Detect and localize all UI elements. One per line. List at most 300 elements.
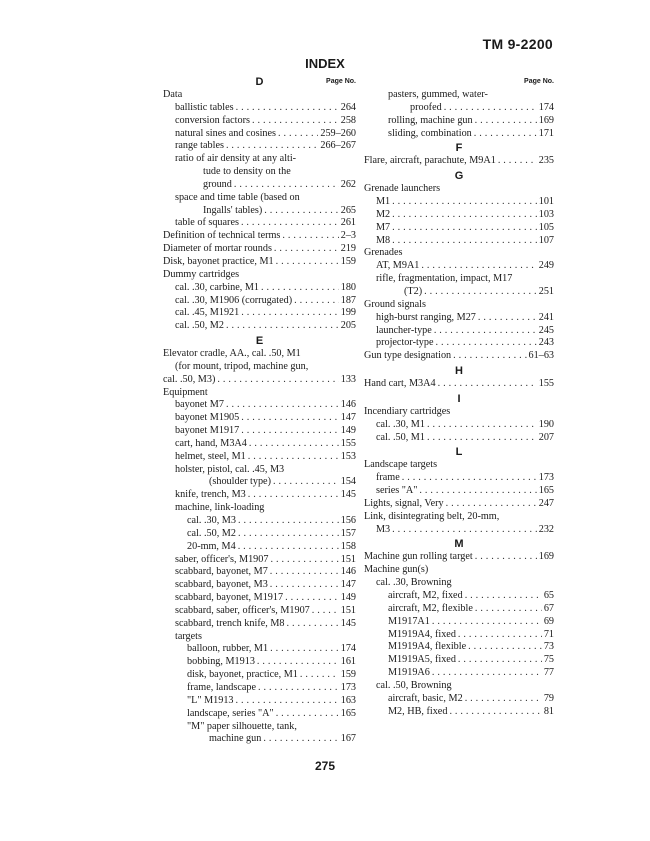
dot-leader [300,669,339,682]
entry-text: frame [376,472,400,484]
entry-text: Link, disintegrating belt, 20-mm, [364,510,500,522]
entry-text: (shoulder type) [209,476,271,488]
index-entry [364,564,554,577]
entry-text: rifle, fragmentation, impact, M17 [376,273,513,285]
dot-leader [258,682,339,695]
entry-text: "M" paper silhouette, tank, [187,720,297,732]
index-entry [364,260,554,273]
entry-page: 71 [543,628,554,640]
dot-leader [238,528,339,541]
entry-page: 65 [543,590,554,601]
dot-leader [475,551,537,564]
entry-text: scabbard, bayonet, M3 [175,579,268,591]
index-entry [364,128,554,141]
index-entry [163,579,356,592]
entry-page: 219 [340,243,356,255]
entry-page: 75 [543,654,554,666]
index-entry [364,286,554,299]
entry-text: Flare, aircraft, parachute, M9A1 [364,155,496,167]
entry-text: M2, HB, fixed [388,705,448,717]
index-entry [163,554,356,567]
entry-text: M1919A6 [388,667,430,679]
entry-page: 265 [340,204,356,216]
index-entry [364,432,554,445]
index-entry [163,115,356,128]
entry-text: M8 [376,234,391,246]
index-entry [163,682,356,695]
entry-page: 69 [543,615,554,627]
index-entry [163,102,356,115]
dot-leader [468,641,542,654]
entry-page: 107 [538,234,554,246]
entry-text: M1917A1 [388,615,430,627]
entry-page: 163 [340,694,356,706]
entry-page: 190 [538,418,554,430]
entry-text: targets [175,630,202,642]
dot-leader [449,706,541,719]
dot-leader [238,515,339,528]
dot-leader [475,603,542,616]
entry-page: 232 [538,523,554,535]
index-entry [163,476,356,489]
section-letter: H [455,365,463,378]
index-entry [163,295,356,308]
dot-leader [427,432,537,445]
dot-leader [453,350,526,363]
entry-text: tude to density on the [203,166,291,178]
index-entry [163,140,356,153]
entry-text: projector-type [376,337,434,349]
entry-text: aircraft, M2, flexible [388,602,473,614]
dot-leader [444,102,537,115]
index-entry [163,387,356,400]
entry-text: Lights, signal, Very [364,497,444,509]
entry-text: cal. .50, M2 [175,320,224,332]
entry-text: M1 [376,196,391,208]
entry-text: scabbard, trench knife, M8 [175,617,285,629]
entry-text: Definition of technical terms [163,230,281,242]
index-entry [163,412,356,425]
index-entry [364,641,554,654]
index-entry [163,230,356,243]
entry-page: 147 [340,412,356,424]
dot-leader [249,438,339,451]
page-number: 275 [314,759,336,773]
entry-page: 264 [340,101,356,113]
dot-leader [226,140,318,153]
dot-leader [432,667,542,680]
entry-text: saber, officer's, M1907 [175,553,269,565]
dot-leader [278,128,318,141]
index-entry [163,374,356,387]
entry-text: (for mount, tripod, machine gun, [175,360,309,372]
entry-page: 105 [538,221,554,233]
dot-leader [282,230,338,243]
dot-leader [427,419,537,432]
index-entry [163,515,356,528]
index-entry [364,524,554,537]
index-entry [364,247,554,260]
entry-text: Equipment [163,386,208,398]
entry-text: series "A" [376,485,418,497]
index-entry [163,256,356,269]
dot-leader [424,286,537,299]
index-entry [163,669,356,682]
index-entry [364,603,554,616]
entry-text: ratio of air density at any alti- [175,153,297,165]
entry-page: 159 [340,669,356,681]
dot-leader [241,412,338,425]
dot-leader [392,196,537,209]
entry-page: 156 [340,515,356,526]
index-entry [163,128,356,141]
dot-leader [273,476,339,489]
index-entry [163,618,356,631]
index-entry [364,472,554,485]
entry-text: Machine gun(s) [364,564,429,576]
entry-page: 154 [340,476,356,488]
index-entry [364,350,554,363]
entry-text: M7 [376,221,391,233]
entry-page: 241 [538,311,554,323]
section-letter: I [457,392,461,405]
entry-text: scabbard, bayonet, M1917 [175,592,284,604]
dot-leader [261,282,339,295]
entry-page: 173 [538,472,554,484]
dot-leader [248,489,339,502]
index-entry [163,489,356,502]
entry-page: 245 [538,324,554,336]
entry-page: 165 [538,485,554,497]
entry-page: 180 [340,281,356,293]
index-entry [163,89,356,102]
dot-leader [392,209,537,222]
dot-leader [474,128,537,141]
entry-text: Dummy cartridges [163,268,240,280]
index-entry [163,708,356,721]
entry-text: Machine gun rolling target [364,551,473,563]
dot-leader [217,374,338,387]
dot-leader [241,217,339,230]
entry-text: machine gun [209,733,262,745]
index-entry [364,235,554,248]
entry-page: 165 [340,707,356,719]
index-entry [364,693,554,706]
entry-text: helmet, steel, M1 [175,450,246,462]
dot-leader [241,307,338,320]
entry-page: 199 [340,307,356,319]
entry-text: "L" M1913 [187,694,234,706]
entry-text: proofed [410,101,442,113]
index-entry [163,282,356,295]
entry-page: 155 [340,437,356,449]
index-entry [163,243,356,256]
dot-leader [419,485,536,498]
entry-text: high-burst ranging, M27 [376,311,476,323]
entry-text: scabbard, bayonet, M7 [175,566,268,578]
entry-page: 174 [340,643,356,655]
dot-leader [392,235,537,248]
dot-leader [434,325,537,338]
index-entry [364,312,554,325]
index-entry [163,320,356,333]
dot-leader [438,378,537,391]
dot-leader [446,498,537,511]
section-letter: E [255,335,264,348]
dot-leader [263,733,338,746]
entry-text: cal. .45, M1921 [175,307,240,319]
entry-text: Disk, bayonet practice, M1 [163,255,274,267]
entry-text: conversion factors [175,114,250,126]
index-entry [163,269,356,282]
index-entry [163,528,356,541]
entry-page: 158 [340,540,356,552]
entry-page: 171 [538,127,554,139]
index-entry [163,438,356,451]
index-entry [163,464,356,477]
index-entry [364,577,554,590]
entry-text: bayonet M1905 [175,412,240,424]
entry-text: M3 [376,523,391,535]
entry-text: Grenade launchers [364,183,441,195]
dot-leader [270,579,339,592]
index-entry [163,153,356,166]
entry-text: Incendiary cartridges [364,405,451,417]
manual-number: TM 9-2200 [482,36,553,52]
dot-leader [294,295,339,308]
index-entry [364,209,554,222]
entry-text: Gun type designation [364,350,452,362]
entry-page: 247 [538,497,554,509]
index-entry [364,706,554,719]
entry-page: 262 [340,178,356,190]
index-entry [163,192,356,205]
dot-leader [276,708,339,721]
index-entry [364,155,554,168]
entry-text: scabbard, saber, officer's, M1907 [175,604,310,616]
dot-leader [252,115,339,128]
index-entry [364,680,554,693]
dot-leader [241,425,338,438]
entry-text: bayonet M7 [175,399,224,411]
index-entry [163,733,356,746]
entry-text: M2 [376,208,391,220]
dot-leader [276,256,339,269]
dot-leader [234,179,339,192]
page-title: INDEX [305,56,345,71]
entry-text: cal. .50, M1 [376,431,425,443]
index-entry [163,399,356,412]
dot-leader [236,695,339,708]
entry-text: Ingalls' tables) [203,204,263,216]
dot-leader [312,605,339,618]
entry-page: 249 [538,260,554,272]
entry-page: 103 [538,208,554,220]
entry-text: range tables [175,140,224,152]
entry-text: cal. .50, Browning [376,679,452,691]
index-entry [364,115,554,128]
entry-text: space and time table (based on [175,191,300,203]
entry-page: 261 [340,217,356,229]
entry-text: M1919A4, fixed [388,628,456,640]
index-entry [163,631,356,644]
dot-leader [465,693,542,706]
entry-text: natural sines and cosines [175,127,276,139]
entry-text: cal. .30, carbine, M1 [175,281,260,293]
index-entry [364,337,554,350]
entry-text: sliding, combination [388,127,472,139]
index-column-left: Page No. D Data ballistic tables . . . 264 conversion factors . . . 258 natural sines and cosines . . . 259–260 range tables . . . 266–267 ratio of air density at any alti- tude to density on the ground . . . 262 space and time table (based on Ingalls' tables) . . . 265 table of squares . . . 261 Definition of technical terms . . . 2–3 Diameter of mortar rounds . . . 219 Disk, bayonet practice, M1 . . . 159 Dummy cartridges cal. .30, carbine, M1 . . . 180 cal. .30, M1906 (corrugated) . . . 187 cal. .45, M1921 . . . 199 cal. .50, M2 . . . 205 E Elevator cradle, AA., cal. .50, M1 (for mount, tripod, machine gun, cal. .50, M3) . . . 133 Equipment bayonet M7 . . . 146 bayonet M1905 . . . 147 bayonet M1917 . . . 149 cart, hand, M3A4 . . . 155 helmet, steel, M1 . . . 153 holster, pistol, cal. .45, M3 (shoulder type) . . . 154 knife, trench, M3 . . . 145 machine, link-loading cal. .30, M3 . . . 156 cal. .50, M2 . . . 157 20-mm, M4 . . . 158 saber, officer's, M1907 . . . 151 scabbard, bayonet, M7 . . . 146 scabbard, bayonet, M3 . . . 147 scabbard, bayonet, M1917 . . . 149 scabbard, saber, officer's, M1907 . . . 151 scabbard, trench knife, M8 . . . 145 targets balloon, rubber, M1 . . . 174 bobbing, M1913 . . . 161 disk, bayonet, practice, M1 . . . 159 frame, landscape . . . 173 "L" M1913 . . . 163 landscape, series "A" . . . 165 "M" paper silhouette, tank, machine gun . . . 167 [163,76,356,746]
index-entry [163,425,356,438]
index-entry [163,451,356,464]
index-entry [163,307,356,320]
entry-text: knife, trench, M3 [175,489,246,501]
entry-text: M1919A4, flexible [388,641,467,653]
entry-page: 151 [340,604,356,616]
entry-text: Diameter of mortar rounds [163,243,272,255]
entry-text: cal. .30, M1 [376,418,425,430]
index-entry [364,378,554,391]
entry-page: 167 [340,733,356,745]
entry-text: machine, link-loading [175,502,265,514]
dot-leader [274,243,339,256]
entry-text: bobbing, M1913 [187,656,255,668]
index-entry [364,419,554,432]
dot-leader [226,399,339,412]
index-entry [163,166,356,179]
entry-text: cal. .30, M1906 (corrugated) [175,294,293,306]
entry-text: cal. .50, M2 [187,527,236,539]
entry-text: landscape, series "A" [187,707,274,719]
dot-leader [402,472,537,485]
index-entry [364,485,554,498]
entry-page: 205 [340,320,356,332]
index-entry [163,217,356,230]
entry-page: 159 [340,255,356,267]
entry-text: balloon, rubber, M1 [187,643,269,655]
index-entry [364,551,554,564]
section-letter: D [255,76,264,88]
entry-page: 151 [340,553,356,565]
dot-leader [226,320,339,333]
index-entry [364,102,554,115]
index-entry [163,348,356,361]
entry-text: ground [203,178,232,190]
dot-leader [458,629,542,642]
entry-page: 173 [340,681,356,693]
entry-page: 149 [340,425,356,437]
entry-page: 174 [538,101,554,113]
entry-text: 20-mm, M4 [187,540,236,552]
entry-page: 169 [538,114,554,126]
entry-page: 79 [543,692,554,704]
dot-leader [270,554,338,567]
dot-leader [458,654,542,667]
entry-page: 101 [538,196,554,208]
index-entry [364,183,554,196]
entry-page: 133 [340,373,356,385]
index-entry [364,273,554,286]
section-letter: M [454,538,464,551]
dot-leader [285,592,339,605]
index-entry [364,196,554,209]
index-entry [364,654,554,667]
index-entry [163,541,356,554]
entry-page: 259–260 [320,127,356,139]
entry-page: 243 [538,337,554,349]
index-entry [163,179,356,192]
entry-page: 161 [340,656,356,668]
dot-leader [248,451,339,464]
entry-page: 146 [340,566,356,578]
dot-leader [236,102,339,115]
entry-page: 266–267 [320,140,356,152]
entry-page: 169 [538,551,554,563]
entry-text: cal. .30, Browning [376,577,452,589]
index-entry [364,498,554,511]
index-entry [364,667,554,680]
entry-text: Landscape targets [364,459,438,471]
index-entry [163,643,356,656]
dot-leader [432,616,542,629]
entry-page: 2–3 [340,230,356,242]
entry-text: disk, bayonet, practice, M1 [187,669,298,681]
entry-page: 155 [538,378,554,390]
dot-leader [238,541,339,554]
section-letter: L [455,446,463,459]
entry-text: M1919A5, fixed [388,654,456,666]
entry-text: Ground signals [364,298,426,310]
entry-page: 235 [538,155,554,167]
dot-leader [270,643,339,656]
index-column-right: Page No. pasters, gummed, water- proofed . . . 174 rolling, machine gun . . . 169 sliding, combination . . . 171 F Flare, aircraft, parachute, M9A1 . . . 235 G Grenade launchers M1 . . . 101 M2 . . . 103 M7 . . . 105 M8 . . . 107 Grenades AT, M9A1 . . . 249 rifle, fragmentation, impact, M17 (T2) . . . 251 Ground signals high-burst ranging, M27 . . . 241 launcher-type . . . 245 projector-type . . . 243 Gun type designation . . . 61–63 H Hand cart, M3A4 . . . 155 I Incendiary cartridges cal. .30, M1 . . . 190 cal. .50, M1 . . . 207 L Landscape targets frame . . . 173 series "A" . . . 165 Lights, signal, Very . . . 247 Link, disintegrating belt, 20-mm, M3 . . . 232 M Machine gun rolling target . . . 169 Machine gun(s) cal. .30, Browning aircraft, M2, fixed . . . 65 aircraft, M2, flexible . . . 67 M1917A1 . . . 69 M1919A4, fixed . . . 71 M1919A4, flexible . . . 73 M1919A5, fixed . . . 75 M1919A6 . . . 77 cal. .50, Browning aircraft, basic, M2 . . . 79 M2, HB, fixed . . . 81 [364,76,554,718]
entry-page: 251 [538,285,554,297]
dot-leader [264,205,338,218]
index-entry [163,361,356,374]
dot-leader [257,656,339,669]
dot-leader [478,312,537,325]
index-entry [163,695,356,708]
dot-leader [392,222,537,235]
dot-leader [498,155,537,168]
dot-leader [475,115,537,128]
index-entry [163,502,356,515]
entry-page: 157 [340,527,356,539]
entry-text: launcher-type [376,324,432,336]
entry-text: bayonet M1917 [175,425,240,437]
entry-text: frame, landscape [187,681,257,693]
index-entry [364,629,554,642]
entry-page: 147 [340,579,356,591]
entry-text: cal. .30, M3 [187,515,236,526]
entry-text: pasters, gummed, water- [388,89,488,100]
entry-page: 77 [543,667,554,679]
section-letter: G [454,170,464,183]
index-entry [163,656,356,669]
entry-text: Elevator cradle, AA., cal. .50, M1 [163,348,301,360]
index-entry [364,89,554,102]
entry-page: 153 [340,450,356,462]
entry-text: table of squares [175,217,239,229]
entry-page: 207 [538,431,554,443]
entry-text: AT, M9A1 [376,260,420,272]
dot-leader [465,590,542,603]
index-entry [364,511,554,524]
entry-text: Grenades [364,247,403,259]
entry-page: 73 [543,641,554,653]
entry-page: 145 [340,617,356,629]
index-entry [364,459,554,472]
